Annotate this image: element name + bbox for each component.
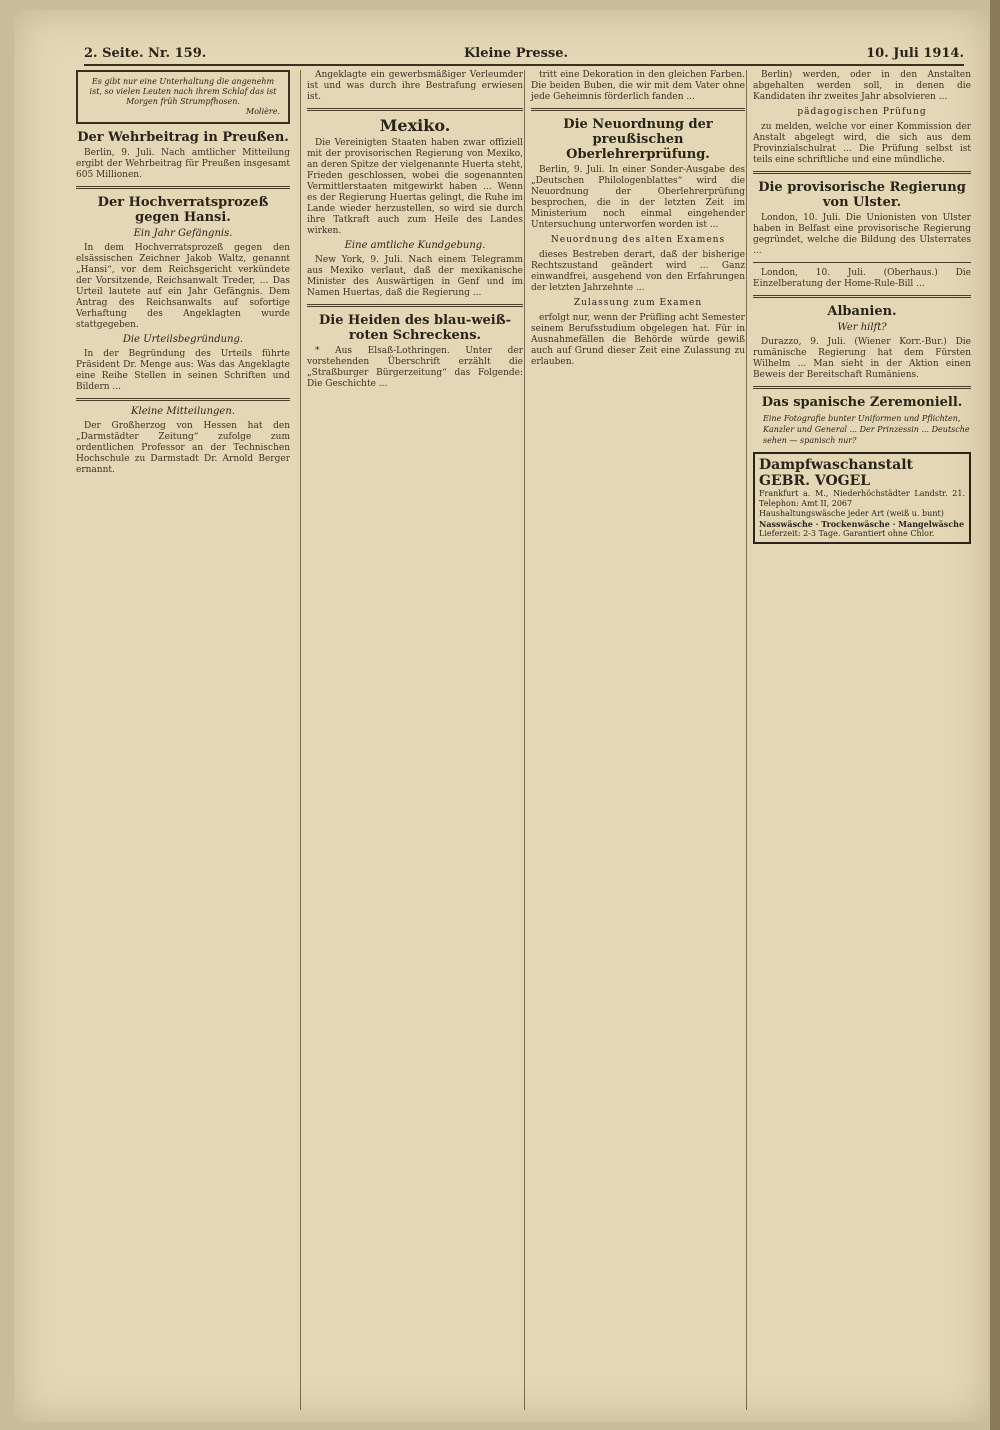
headline-wehrbeitrag: Der Wehrbeitrag in Preußen. [77, 130, 289, 145]
article-hansi: In dem Hochverratsprozeß gegen den elsässischen Zeichner Jakob Waltz, genannt „Hansi“, vor dem Reichsgericht verkündete der Vorsitzende, Reichsanwalt Treder, ... Das Urteil lautete auf ein Jahr Gefängnis. Dem Antrag des Reichsanwalts auf sofortige Verhaftung des Angeklagten wurde stattgegeben. [76, 243, 290, 330]
subhead-wer-hilft: Wer hilft? [837, 322, 887, 333]
column-2 [300, 70, 523, 1410]
headline-schrecken: Die Heiden des blau-weiß-roten Schreckens. [318, 313, 512, 343]
paper-title: Kleine Presse. [464, 46, 569, 61]
headline-hansi: Der Hochverratsprozeß gegen Hansi. [97, 195, 269, 225]
newspaper-page [14, 10, 989, 1422]
article-albanien: Durazzo, 9. Juli. (Wiener Korr.-Bur.) Die rumänische Regierung hat dem Fürsten Wilhelm ... Man sieht in der Aktion einen Beweis der Bereitschaft Rumäniens. [753, 337, 971, 380]
headline-mitteilungen: Kleine Mitteilungen. [131, 406, 235, 417]
page-header [84, 40, 964, 66]
headline-oberlehrer: Die Neuordnung der preußischen Oberlehrerprüfung. [563, 117, 713, 162]
headline-ulster: Die provisorische Regierung von Ulster. [758, 180, 966, 210]
column-1 [76, 70, 290, 1410]
article-ulster: London, 10. Juli. Die Unionisten von Ulster haben in Belfast eine provisorische Regierung gegründet, welche die Bildung des Ulsterrates ... [753, 213, 971, 256]
page-number: 2. Seite. Nr. 159. [84, 46, 207, 61]
article-mitteilungen: Der Großherzog von Hessen hat den „Darmstädter Zeitung“ zufolge zum ordentlichen Professor an der Technischen Hochschule zu Darmstadt Dr. Arnold Berger ernannt. [76, 421, 290, 475]
article-paedagogisch: zu melden, welche vor einer Kommission der Anstalt abgelegt wird, die sich aus dem Provinzialschulrat ... Die Prüfung selbst ist teils eine schriftliche und eine mündliche. [753, 122, 971, 165]
notice-box: Es gibt nur eine Unterhaltung die angenehm ist, so vielen Leuten nach ihrem Schlaf das ist Morgen früh Strumpfhosen. Molière. [76, 70, 290, 124]
ad-title: Dampfwaschanstalt GEBR. VOGEL [759, 457, 913, 489]
ad-types: Nasswäsche · Trockenwäsche · Mangelwäsche [759, 519, 965, 529]
advertisement-vogel [753, 452, 971, 544]
article-kundgebung: New York, 9. Juli. Nach einem Telegramm aus Mexiko verlaut, daß der mexikanische Minister des Auswärtigen in Genf und im Namen Huertas, daß die Regierung ... [307, 255, 523, 298]
article-continued-3: tritt eine Dekoration in den gleichen Farben. Die beiden Buben, die wir mit dem Vater ohne jede Geheimnis förderlich fanden ... [531, 70, 745, 102]
ad-address: Frankfurt a. M., Niederhöchstädter Landstr. 21. Telephon: Amt II, 2067 [759, 489, 965, 508]
ad-service: Haushaltungswäsche jeder Art (weiß u. bunt) [759, 509, 944, 518]
headline-mexiko: Mexiko. [379, 116, 451, 135]
article-wehrbeitrag: Berlin, 9. Juli. Nach amtlicher Mitteilung ergibt der Wehrbeitrag für Preußen insgesamt 605 Millionen. [76, 148, 290, 180]
poem-zeremoniell: Eine Fotografie bunter Uniformen und Pflichten, Kanzler und General ... Der Prinzessin ... Deutsche sehen — spanisch nur? [763, 414, 970, 445]
headline-zeremoniell: Das spanische Zeremoniell. [761, 395, 963, 410]
subhead-examen: Neuordnung des alten Examens [550, 235, 726, 245]
article-schrecken: * Aus Elsaß-Lothringen. Unter der vorstehenden Überschrift erzählt die „Straßburger Bürgerzeitung“ das Folgende: Die Geschichte ... [307, 346, 523, 389]
column-4 [746, 70, 971, 1410]
page-edge [990, 0, 1000, 1430]
article-oberlehrer: Berlin, 9. Juli. In einer Sonder-Ausgabe des „Deutschen Philologenblattes“ wird die Neuordnung der Oberlehrerprüfung besprochen, die in der letzten Zeit im Ministerium noch einmal eingehender Untersuchung unterworfen worden ist ... [531, 165, 745, 230]
headline-albanien: Albanien. [827, 304, 897, 319]
ad-delivery: Lieferzeit: 2-3 Tage. Garantiert ohne Chlor. [759, 529, 935, 538]
subhead-kundgebung: Eine amtliche Kundgebung. [344, 240, 486, 251]
article-zulassung: erfolgt nur, wenn der Prüfling acht Semester seinem Berufsstudium obgelegen hat. Für in Ausnahmefällen die Behörde würde gewiß auch auf Grund dieser Zeit eine Zulassung zu erlauben. [531, 313, 745, 367]
subhead-urteil: Die Urteilsbegründung. [122, 334, 244, 345]
article-mexiko: Die Vereinigten Staaten haben zwar offiziell mit der provisorischen Regierung von Mexiko, an deren Spitze der vielgenannte Huerta steht, Frieden geschlossen, wobei die sogenannten Vermittlerstaaten mitgewirkt haben ... Wenn es der Regierung Huertas gelingt, die Ruhe im Lande wieder herzustellen, so wird sie durch ihre Tatkraft auch zum Heile des Landes wirken. [307, 138, 523, 236]
subhead-paedagogisch: pädagogischen Prüfung [797, 107, 927, 117]
page-date: 10. Juli 1914. [866, 46, 964, 61]
article-urteil: In der Begründung des Urteils führte Präsident Dr. Menge aus: Was das Angeklagte eine Reihe Stellen in seinen Schriften und Bildern ... [76, 349, 290, 392]
column-3 [524, 70, 745, 1410]
article-continued: Angeklagte ein gewerbsmäßiger Verleumder ist und was durch ihre Bestrafung erwiesen ist. [307, 70, 523, 102]
article-continued-4: Berlin) werden, oder in den Anstalten abgehalten werden soll, in denen die Kandidaten ihr zweites Jahr absolvieren ... [753, 70, 971, 102]
article-examen: dieses Bestreben derart, daß der bisherige Rechtszustand geändert wird ... Ganz einwandfrei, ausgehend von den Erfahrungen der letzten Jahrzehnte ... [531, 250, 745, 293]
article-oberhaus: London, 10. Juli. (Oberhaus.) Die Einzelberatung der Home-Rule-Bill ... [753, 268, 971, 289]
subhead-zulassung: Zulassung zum Examen [573, 298, 703, 308]
subhead-hansi: Ein Jahr Gefängnis. [133, 228, 233, 239]
notice-signature: Molière. [246, 107, 280, 116]
